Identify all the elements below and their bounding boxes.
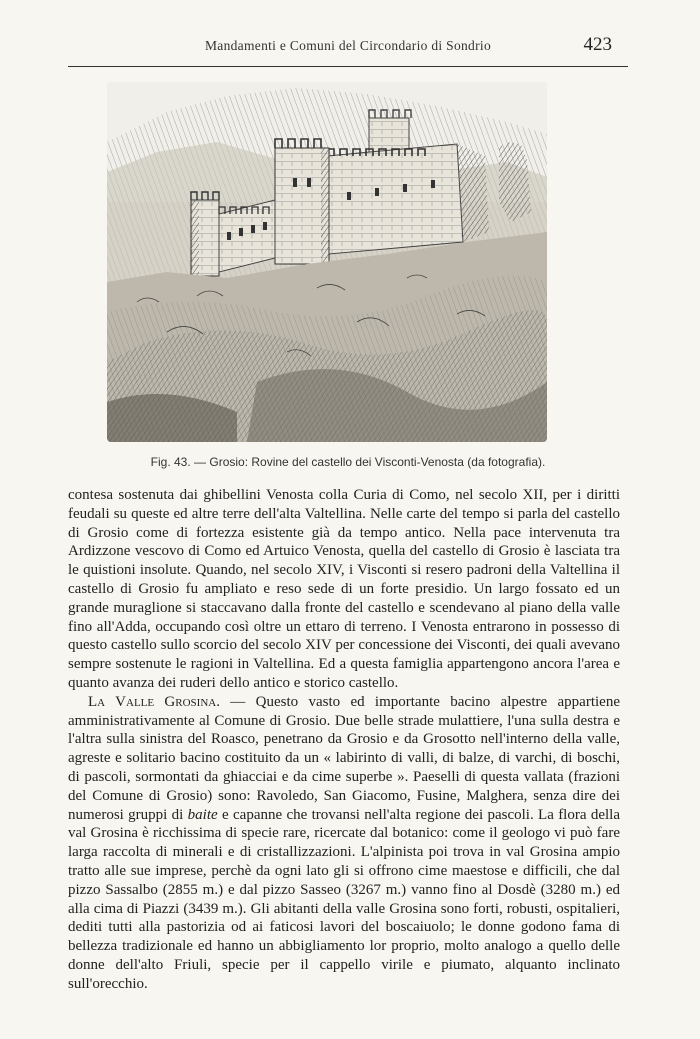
section-heading: La Valle Grosina. xyxy=(88,693,220,710)
paragraph-text: e capanne che trovansi nell'alta regione dei pascoli. La flora della val Grosina è ricchissima di specie rare, ricercate dal botanico: come il geologo vi può fare larga raccolta di minerali e di cristallizzazioni. L'alpinista poi trova in val Grosina ampio tratto alle sue imprese, perchè da ogni lato gli si offrono cime maestose e difficili, che dal pizzo Sassalbo (2855 m.) e dal pizzo Sasseo (3267 m.) vanno fino al Dosdè (3280 m.) ed alla cima di Piazzi (3439 m.). Gli abitanti della valle Grosina sono forti, robusti, ospitalieri, dediti tutti alla pastorizia od ai faticosi lavori del boscaiuolo; le donne godono fama di bellezza tradizionale ed hanno un abbigliamento lor proprio, molto analogo a quello delle donne dell'alto Friuli, specie per il cappello virile e piumato, alquanto inclinato sull'orecchio. xyxy=(68,806,620,992)
page-header xyxy=(68,34,628,62)
header-rule xyxy=(68,66,628,67)
castle-engraving xyxy=(107,82,547,442)
paragraph: contesa sostenuta dai ghibellini Venosta colla Curia di Como, nel secolo XII, per i diritti feudali su queste ed altre terre dell'alta Valtellina. Nelle carte del tempo si parla del castello di Grosio come di fortezza esistente già da tempo antico. Nella pace intervenuta tra Ardizzone vescovo di Como ed Artuico Venosta, quella del castello di Grosio è lasciata tra le quistioni insolute. Quando, nel secolo XIV, i Visconti si resero padroni della Valtellina il castello di Grosio fu ampliato e reso sede di un forte presidio. Un largo fossato ed un grande muraglione si staccavano dalla fronte del castello e scendevano al piano della valle fino all'Adda, occupando così oltre un ettaro di terreno. I Venosta entrarono in possesso di questo castello sullo scorcio del secolo XIV per concessione dei Visconti, dei quali avevano sempre sostenute le ragioni in Valtellina. Ed a questa famiglia appartengono ancora l'area e quanto avanza dei ruderi dello antico e storico castello. xyxy=(68,487,620,691)
paragraph xyxy=(68,693,620,994)
italic-term: baite xyxy=(187,806,218,823)
page-number: 423 xyxy=(583,34,612,55)
running-title: Mandamenti e Comuni del Circondario di Sondrio xyxy=(204,38,491,53)
castle-ruins-illustration xyxy=(107,82,547,442)
body-text xyxy=(68,486,620,994)
paragraph-text: — Questo vasto ed importante bacino alpestre appartiene amministrativamente al Comune di Grosio. Due belle strade mulattiere, l'una sulla destra e l'altra sulla sinistra del Roasco, penetrano da Grosio e da Grosotto nell'interno della valle, agreste e solitario bacino costituito da un « labirinto di valli, di balze, di varchi, di boschi, di pascoli, sormontati da ghiacciai e da cime superbe ». Paeselli di questa vallata (frazioni del Comune di Grosio) sono: Ravoledo, San Giacomo, Fusine, Malghera, senza dire dei numerosi gruppi di xyxy=(68,693,620,823)
figure-caption: Fig. 43. — Grosio: Rovine del castello dei Visconti-Venosta (da fotografia). xyxy=(150,455,546,469)
